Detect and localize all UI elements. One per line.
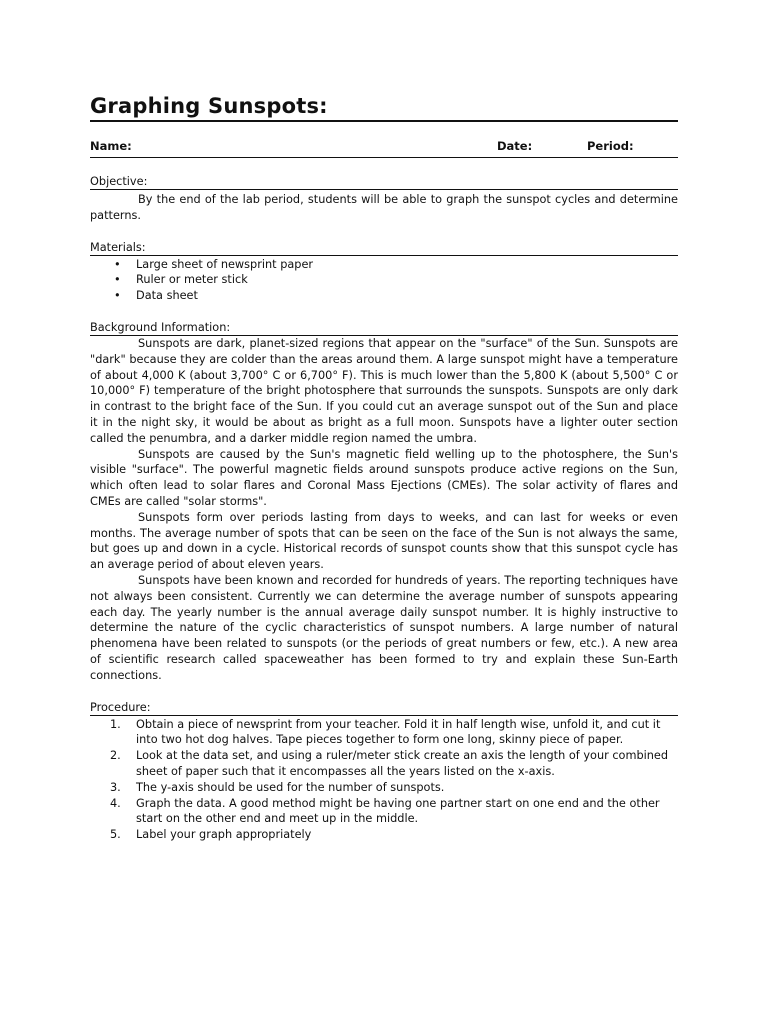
- student-info-row: [90, 139, 678, 158]
- list-item: • Large sheet of newsprint paper: [114, 257, 314, 271]
- objective-text: By the end of the lab period, students will be able to graph the sunspot cycles and determine patterns.: [90, 193, 678, 222]
- background-paragraph: Sunspots are caused by the Sun's magnetic field welling up to the photosphere, the Sun's visible "surface". The powerful magnetic fields around sunspots produce active regions on the Sun, which often lead to solar flares and Coronal Mass Ejections (CMEs). The solar activity of flares and CMEs are called "solar storms".: [90, 447, 678, 508]
- bullet: •: [114, 273, 121, 287]
- step-text: Obtain a piece of newsprint from your teacher. Fold it in half length wise, unfold it, and cut it into two hot dog halves. Tape pieces together to form one long, skinny piece of paper.: [136, 717, 661, 747]
- background-paragraph: Sunspots form over periods lasting from days to weeks, and can last for weeks or even months. The average number of spots that can be seen on the face of the Sun is not always the same, but goes up and down in a cycle. Historical records of sunspot counts show that this sunspot cycle has an average period of about eleven years.: [90, 510, 678, 572]
- background-paragraph: Sunspots have been known and recorded for hundreds of years. The reporting techniques have not always been consistent. Currently we can determine the average number of sunspots appearing each day. The yearly number is the annual average daily sunspot number. It is highly instructive to determine the nature of the cyclic characteristics of sunspot numbers. A large number of natural phenomena have been related to sunspots (or the periods of great numbers or few, etc.). A new area of scientific research called spaceweather has been formed to try and explain these Sun-Earth connections.: [90, 573, 678, 682]
- step-text: Look at the data set, and using a ruler/meter stick create an axis the length of your combined sheet of paper such that it encompasses all the years listed on the x-axis.: [136, 749, 669, 778]
- materials-section: [90, 240, 678, 304]
- list-item: • Data sheet: [114, 289, 198, 303]
- procedure-heading: Procedure:: [90, 700, 678, 716]
- procedure-step: [90, 827, 678, 843]
- background-heading: Background Information:: [90, 320, 678, 336]
- step-text: Label your graph appropriately: [136, 828, 312, 842]
- procedure-step: [90, 748, 678, 780]
- materials-list: [90, 257, 678, 304]
- step-number: 3.: [110, 780, 121, 794]
- procedure-list: [90, 717, 678, 843]
- bullet: •: [114, 257, 121, 271]
- procedure-step: [90, 796, 678, 828]
- step-number: 5.: [110, 828, 121, 842]
- bullet: •: [114, 289, 121, 303]
- step-number: 2.: [110, 749, 121, 763]
- background-paragraph: Sunspots are dark, planet-sized regions that appear on the "surface" of the Sun. Sunspots are "dark" because they are colder than the areas around them. A large sunspot might have a temperature of about 4,000 K (about 3,700° C or 6,700° F). This is much lower than the 5,800 K (about 5,500° C or 10,000° F) temperature of the bright photosphere that surrounds the sunspots. Sunspots are only dark in contrast to the bright face of the Sun. If you could cut an average sunspot out of the Sun and place it in the night sky, it would be about as bright as a full moon. Sunspots have a lighter outer section called the penumbra, and a darker middle region named the umbra.: [90, 336, 678, 445]
- step-text: Graph the data. A good method might be having one partner start on one end and the other start on the other end and meet up in the middle.: [136, 796, 660, 826]
- objective-heading: Objective:: [90, 174, 678, 190]
- objective-section: [90, 174, 678, 224]
- page-title: Graphing Sunspots:: [90, 94, 678, 122]
- procedure-section: [90, 700, 678, 843]
- step-text: The y-axis should be used for the number of sunspots.: [136, 780, 445, 794]
- procedure-step: [90, 780, 678, 796]
- step-number: 4.: [110, 796, 121, 810]
- background-section: [90, 320, 678, 684]
- period-label: Period:: [587, 139, 634, 153]
- materials-heading: Materials:: [90, 240, 678, 256]
- step-number: 1.: [110, 717, 121, 731]
- name-label: Name:: [90, 139, 132, 153]
- list-item: • Ruler or meter stick: [114, 273, 248, 287]
- procedure-step: [90, 717, 678, 749]
- date-label: Date:: [497, 139, 533, 153]
